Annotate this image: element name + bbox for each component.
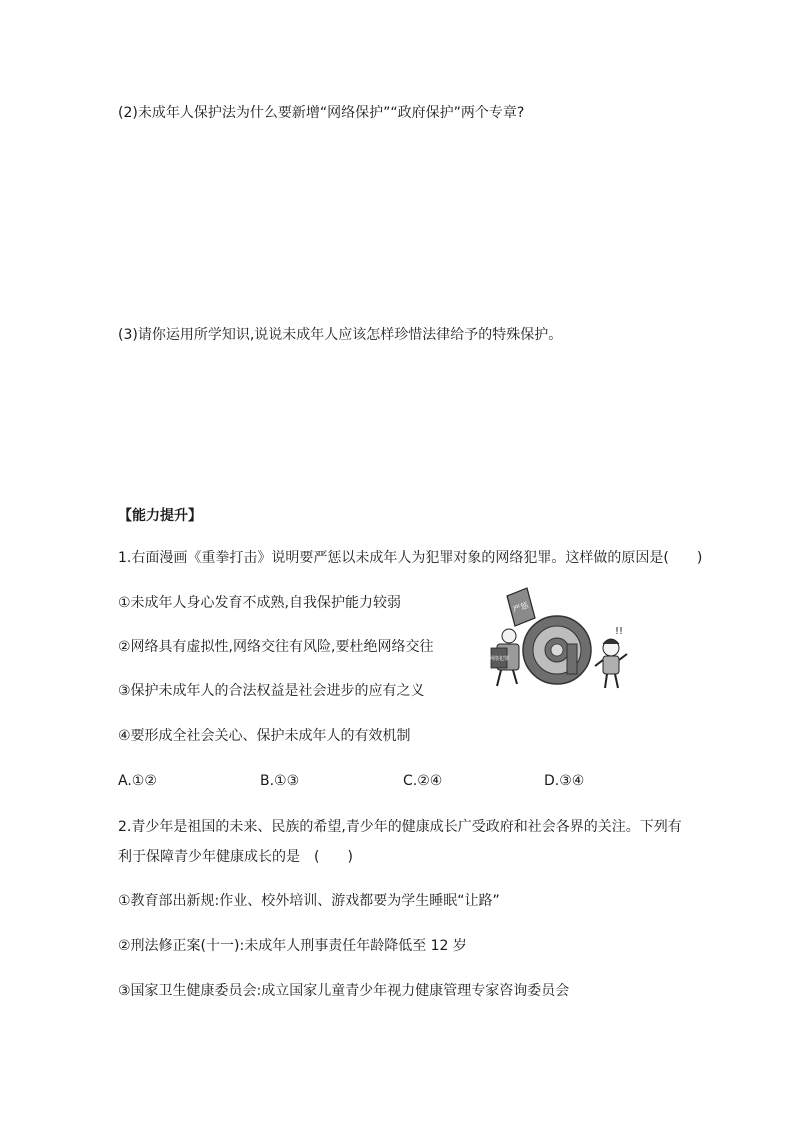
q2-item-2: ②刑法修正案(十一):未成年人刑事责任年龄降低至 12 岁	[118, 938, 467, 954]
q1-stem: 1.右面漫画《重拳打击》说明要严惩以未成年人为犯罪对象的网络犯罪。这样做的原因是( )	[118, 550, 703, 566]
svg-text:!!: !!	[615, 626, 624, 637]
q1-item-3: ③保护未成年人的合法权益是社会进步的应有之义	[118, 683, 425, 699]
criminal-figure-icon	[489, 629, 519, 686]
q2-item-3: ③国家卫生健康委员会:成立国家儿童青少年视力健康管理专家咨询委员会	[118, 983, 570, 999]
q2-stem-line-2: 利于保障青少年健康成长的是 ( )	[118, 849, 353, 865]
q1-option-c: C.②④	[403, 773, 443, 789]
cartoon-caption-side: 网络犯罪	[488, 656, 510, 662]
q1-option-a: A.①②	[118, 773, 157, 789]
at-sign-icon	[523, 616, 591, 684]
question-2-text: (2)未成年人保护法为什么要新增“网络保护”“政府保护”两个专章?	[118, 105, 525, 121]
cartoon-heavy-punch-illustration	[487, 584, 637, 696]
q2-stem-line-1: 2.青少年是祖国的未来、民族的希望,青少年的健康成长广受政府和社会各界的关注。下列有	[118, 819, 682, 835]
q1-option-b: B.①③	[260, 773, 300, 789]
q1-item-2: ②网络具有虚拟性,网络交往有风险,要杜绝网络交往	[118, 639, 434, 655]
q1-option-d: D.③④	[544, 773, 585, 789]
q2-item-1: ①教育部出新规:作业、校外培训、游戏都要为学生睡眠“让路”	[118, 893, 500, 909]
section-title: 【能力提升】	[118, 508, 202, 524]
punishment-sign-icon	[507, 588, 535, 626]
cartoon-caption-top: 严惩	[511, 600, 530, 615]
q1-item-4: ④要形成全社会关心、保护未成年人的有效机制	[118, 728, 411, 744]
question-3-text: (3)请你运用所学知识,说说未成年人应该怎样珍惜法律给予的特殊保护。	[118, 327, 563, 343]
q1-item-1: ①未成年人身心发育不成熟,自我保护能力较弱	[118, 595, 401, 611]
child-figure-icon	[595, 626, 627, 688]
